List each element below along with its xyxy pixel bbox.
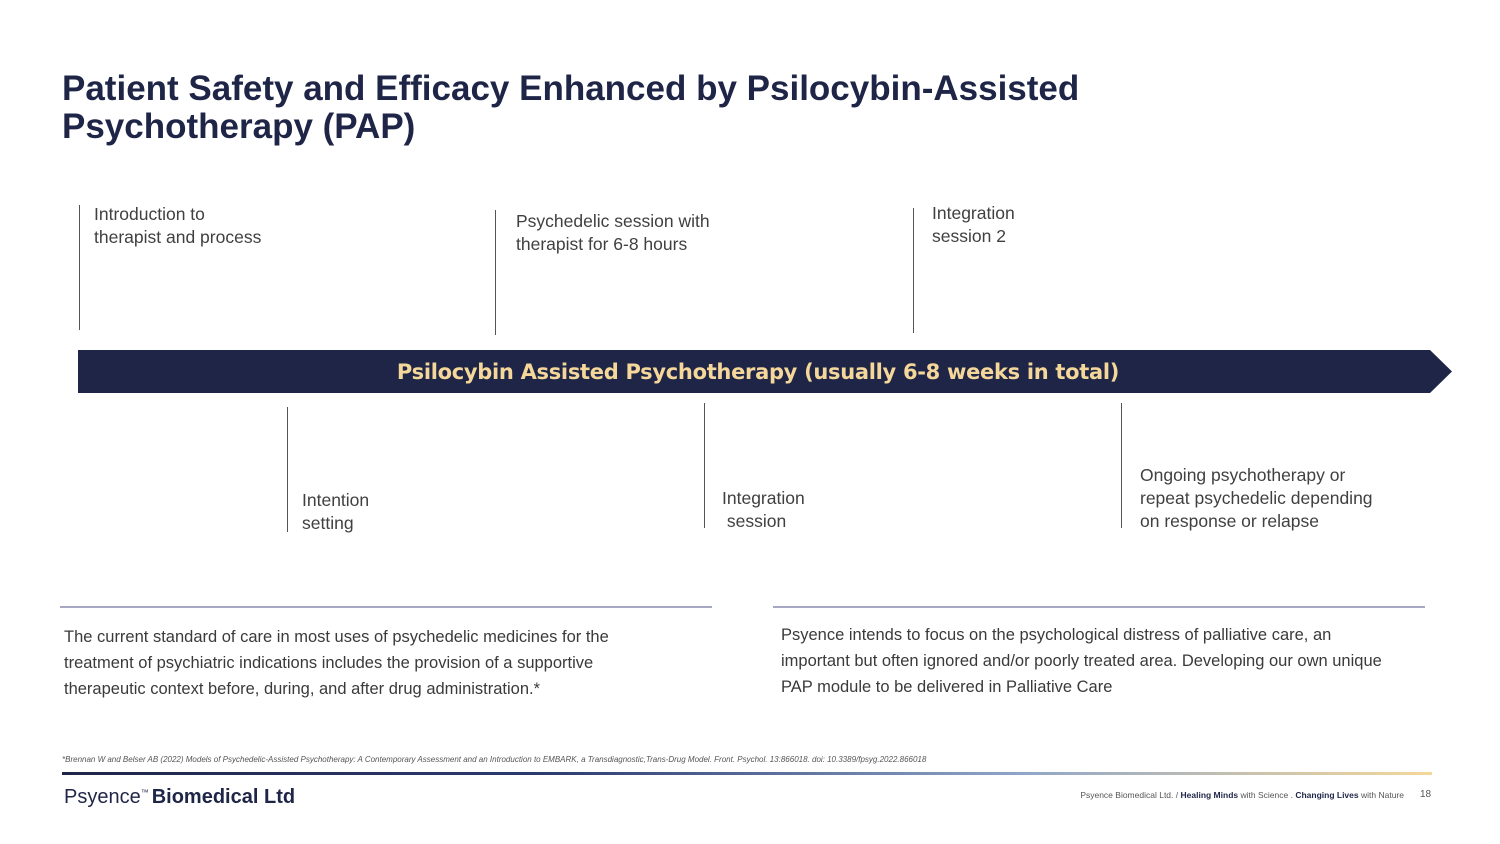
tagline-changing-lives: Changing Lives bbox=[1295, 790, 1359, 800]
step-integration-session-2-line-2: session 2 bbox=[932, 226, 1006, 246]
step-ongoing-line-1: Ongoing psychotherapy or bbox=[1140, 465, 1346, 485]
tagline-with-nature: with Nature bbox=[1361, 790, 1404, 800]
timeline-arrow-bar bbox=[78, 350, 1452, 393]
logo-trademark: ™ bbox=[140, 788, 149, 798]
psyence-focus-line-2: important but often ignored and/or poorly treated area. Developing our own unique bbox=[781, 652, 1382, 670]
step-ongoing-line-2: repeat psychedelic depending bbox=[1140, 488, 1373, 508]
step-psychedelic-session-line-2: therapist for 6-8 hours bbox=[516, 234, 688, 254]
timeline-tick-psychedelic-session bbox=[495, 210, 496, 335]
psyence-focus-text bbox=[781, 622, 1382, 700]
left-divider bbox=[60, 606, 712, 608]
step-integration-session-2-line-1: Integration bbox=[932, 203, 1015, 223]
tagline-healing-minds: Healing Minds bbox=[1180, 790, 1239, 800]
page-title bbox=[62, 70, 1212, 146]
step-intention-setting bbox=[302, 489, 369, 535]
step-intention-setting-line-2: setting bbox=[302, 513, 354, 533]
logo-brand: Psyence bbox=[64, 786, 141, 808]
tagline-prefix: Psyence Biomedical Ltd. / bbox=[1080, 790, 1179, 800]
standard-of-care-text bbox=[64, 624, 609, 702]
timeline-tick-ongoing bbox=[1121, 403, 1122, 528]
step-intention-setting-line-1: Intention bbox=[302, 490, 370, 510]
timeline-bar-label: Psilocybin Assisted Psychotherapy (usually 6-8 weeks in total) bbox=[396, 359, 1120, 384]
step-integration-session-line-1: Integration bbox=[722, 488, 805, 508]
page-title-line-2: Psychotherapy (PAP) bbox=[62, 107, 416, 146]
step-introduction-line-2: therapist and process bbox=[94, 227, 262, 247]
citation-footnote: *Brennan W and Belser AB (2022) Models of Psychedelic-Assisted Psychotherapy: A Contemporary Assessment and an Introduction to EMBARK, a Transdiagnostic,Trans-Drug Model. Front. Psychol. 13:866018. doi: 10.3389/fpsyg.2022.866018 bbox=[62, 755, 927, 764]
right-divider bbox=[773, 606, 1425, 608]
psyence-focus-line-1: Psyence intends to focus on the psychological distress of palliative care, an bbox=[781, 626, 1332, 644]
step-integration-session-line-2: session bbox=[722, 511, 787, 531]
timeline-tick-integration-2 bbox=[913, 208, 914, 333]
footer-gradient-rule bbox=[62, 772, 1432, 775]
step-psychedelic-session-line-1: Psychedelic session with bbox=[516, 211, 710, 231]
tagline-with-science: with Science . bbox=[1240, 790, 1293, 800]
footer-tagline bbox=[1080, 790, 1404, 800]
step-introduction-line-1: Introduction to bbox=[94, 204, 205, 224]
page-number: 18 bbox=[1420, 789, 1432, 800]
step-integration-session-2 bbox=[932, 202, 1015, 248]
step-ongoing-line-3: on response or relapse bbox=[1140, 511, 1319, 531]
logo-company-name: Biomedical Ltd bbox=[151, 786, 296, 808]
step-psychedelic-session bbox=[516, 210, 710, 256]
psyence-focus-line-3: PAP module to be delivered in Palliative Care bbox=[781, 678, 1113, 696]
timeline-tick-integration bbox=[704, 403, 705, 528]
step-integration-session bbox=[722, 487, 805, 533]
company-logo bbox=[64, 786, 295, 809]
page-title-line-1: Patient Safety and Efficacy Enhanced by Psilocybin-Assisted bbox=[62, 69, 1080, 108]
standard-of-care-line-2: treatment of psychiatric indications includes the provision of a supportive bbox=[64, 654, 594, 672]
standard-of-care-line-1: The current standard of care in most uses of psychedelic medicines for the bbox=[64, 628, 609, 646]
step-ongoing-psychotherapy bbox=[1140, 464, 1373, 533]
timeline-tick-intro bbox=[79, 205, 80, 330]
standard-of-care-line-3: therapeutic context before, during, and after drug administration.* bbox=[64, 680, 541, 698]
timeline-tick-intention bbox=[287, 407, 288, 532]
step-introduction bbox=[94, 203, 261, 249]
